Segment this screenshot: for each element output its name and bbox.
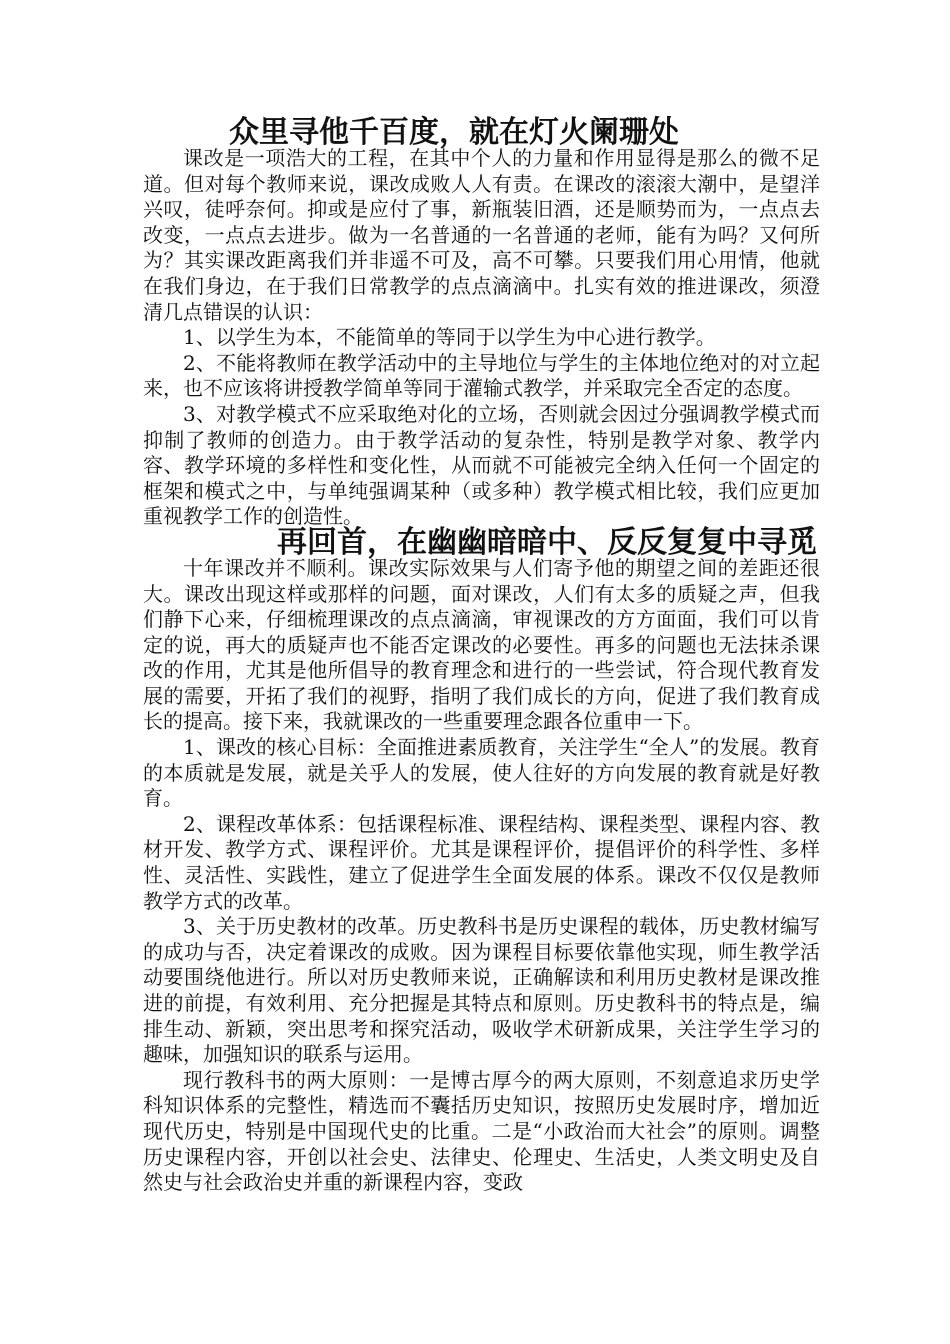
paragraph-point-1: 1、以学生为本，不能简单的等同于以学生为中心进行教学。 xyxy=(183,325,716,350)
paragraph-intro: 课改是一项浩大的工程，在其中个人的力量和作用显得是那么的微不足道。但对每个教师来说，课改成败人人有责。在课改的滚滚大潮中，是望洋兴叹，徒呼奈何。抑或是应付了事，新瓶装旧酒，还是顺势而为，一点点去改变，一点点去进步。做为一名普通的一名普通的老师，能有为吗？又何所为？其实课改距离我们并非遥不可及，高不可攀。只要我们用心用情，他就在我们身边，在于我们日常教学的点点滴滴中。扎实有效的推进课改，须澄清几点错误的认识： xyxy=(143,146,820,324)
section-title-2: 再回首，在幽幽暗暗中、反反复复中寻觅 xyxy=(277,524,817,560)
paragraph-point-3: 3、对教学模式不应采取绝对化的立场，否则就会因过分强调教学模式而抑制了教师的创造力。由于教学活动的复杂性，特别是教学对象、教学内容、教学环境的多样性和变化性，从而就不可能被完全纳入任何一个固定的框架和模式之中，与单纯强调某种（或多种）教学模式相比较，我们应更加重视教学工作的创造性。 xyxy=(143,401,820,529)
paragraph-reform-review: 十年课改并不顺利。课改实际效果与人们寄予他的期望之间的差距还很大。课改出现这样或那样的问题，面对课改，人们有太多的质疑之声，但我们静下心来，仔细梳理课改的点点滴滴，审视课改的方方面面，我们可以肯定的说，再大的质疑声也不能否定课改的必要性。再多的问题也无法抹杀课改的作用，尤其是他所倡导的教育理念和进行的一些尝试，符合现代教育发展的需要，开拓了我们的视野，指明了我们成长的方向，促进了我们教育成长的提高。接下来，我就课改的一些重要理念跟各位重申一下。 xyxy=(143,555,820,734)
document-page xyxy=(143,115,820,1196)
paragraph-core-goal: 1、课改的核心目标：全面推进素质教育，关注学生“全人”的发展。教育的本质就是发展，就是关乎人的发展，使人往好的方向发展的教育就是好教育。 xyxy=(143,735,820,811)
section-title-1: 众里寻他千百度，就在灯火阑珊处 xyxy=(229,115,679,150)
paragraph-textbook-principles: 现行教科书的两大原则：一是博古厚今的两大原则，不刻意追求历史学科知识体系的完整性，精选而不囊括历史知识，按照历史发展时序，增加近现代历史，特别是中国现代史的比重。二是“小政治而大社会”的原则。调整历史课程内容，开创以社会史、法律史、伦理史、生活史，人类文明史及自然史与社会政治史并重的新课程内容，变政 xyxy=(143,1067,820,1195)
paragraph-point-2: 2、不能将教师在教学活动中的主导地位与学生的主体地位绝对的对立起来，也不应该将讲授教学简单等同于灌输式教学，并采取完全否定的态度。 xyxy=(143,350,820,401)
paragraph-textbook-reform: 3、关于历史教材的改革。历史教科书是历史课程的载体，历史教材编写的成功与否，决定着课改的成败。因为课程目标要依靠他实现，师生教学活动要围绕他进行。所以对历史教师来说，正确解读和利用历史教材是课改推进的前提，有效利用、充分把握是其特点和原则。历史教科书的特点是，编排生动、新颖，突出思考和探究活动，吸收学术研新成果，关注学生学习的趣味，加强知识的联系与运用。 xyxy=(143,914,820,1067)
paragraph-curriculum-system: 2、课程改革体系：包括课程标准、课程结构、课程类型、课程内容、教材开发、教学方式、课程评价。尤其是课程评价，提倡评价的科学性、多样性、灵活性、实践性，建立了促进学生全面发展的体系。课改不仅仅是教师教学方式的改革。 xyxy=(143,811,820,913)
